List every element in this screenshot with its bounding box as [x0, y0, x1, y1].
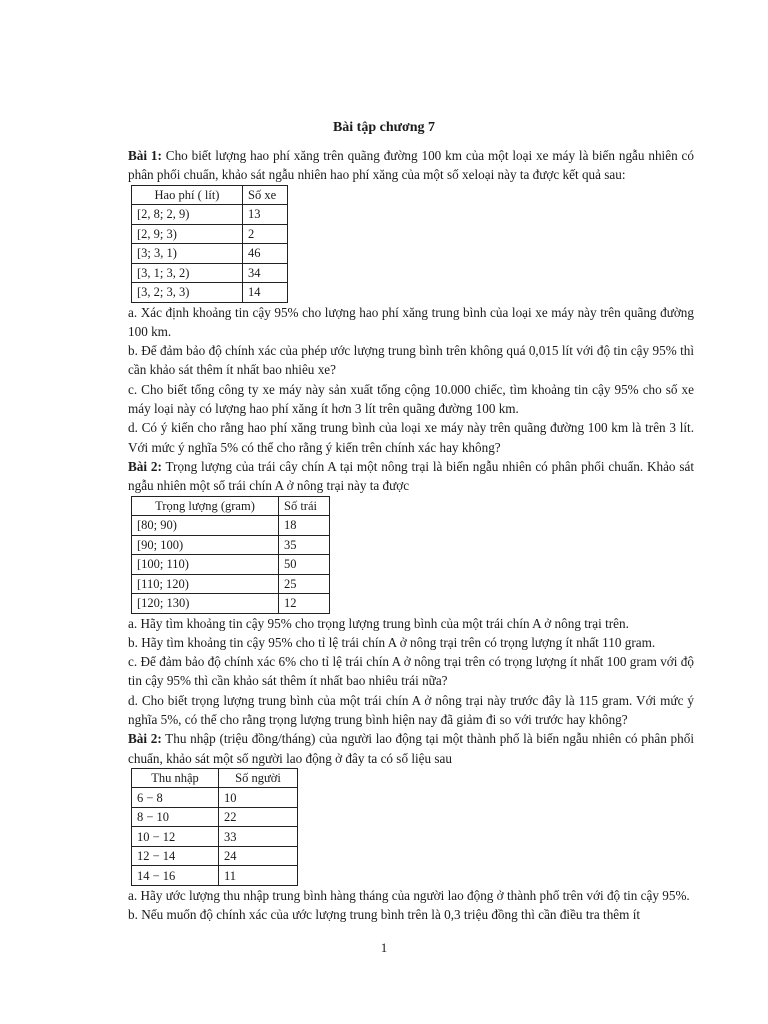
ex3-question-b: b. Nếu muốn độ chính xác của ước lượng trung bình trên là 0,3 triệu đồng thì cần điều tra thêm ít [128, 907, 641, 923]
table-cell: [120; 130) [132, 594, 279, 614]
table-header: Số trái [279, 496, 330, 516]
table-cell: [3, 2; 3, 3) [132, 283, 243, 303]
table-cell: 22 [219, 807, 298, 827]
ex1-question-a: a. Xác định khoảng tin cậy 95% cho lượng hao phí xăng trung bình của loại xe máy này trên quãng đường 100 km. [128, 304, 694, 339]
table-cell: 10 [219, 788, 298, 808]
table-header: Thu nhập [132, 768, 219, 788]
table-cell: 35 [279, 535, 330, 555]
ex1-intro [128, 146, 694, 185]
table-row [132, 788, 298, 808]
ex3-intro [128, 729, 694, 768]
document-body [128, 146, 694, 925]
table-header: Trọng lượng (gram) [132, 496, 279, 516]
ex1-question-b: b. Để đảm bảo độ chính xác của phép ước lượng trung bình trên không quá 0,015 lít với độ tin cậy 95% thì cần khảo sát thêm ít nhất bao nhiêu xe? [128, 343, 694, 378]
table-cell: 8 − 10 [132, 807, 219, 827]
table-cell: [90; 100) [132, 535, 279, 555]
table-row [132, 516, 330, 536]
table-row [132, 283, 288, 303]
table-header: Số người [219, 768, 298, 788]
table-row [132, 535, 330, 555]
ex1-label: Bài 1: [128, 148, 162, 163]
ex2-question-b: b. Hãy tìm khoảng tin cậy 95% cho tỉ lệ trái chín A ở nông trại trên có trọng lượng ít nhất 110 gram. [128, 634, 656, 650]
ex2-question-d: d. Cho biết trọng lượng trung bình của một trái chín A ở nông trại này trước đây là 115 gram. Với mức ý nghĩa 5%, có thể cho rằng trọng lượng trung bình hiện nay đã giảm đi so với trước hay không? [128, 692, 694, 728]
page-title: Bài tập chương 7 [332, 120, 436, 135]
table-row [132, 827, 298, 847]
ex3-table [131, 768, 298, 886]
table-header: Số xe [243, 185, 288, 205]
table-cell: 13 [243, 205, 288, 225]
table-cell: [2, 9; 3) [132, 224, 243, 244]
ex2-intro [128, 457, 694, 496]
table-cell: 11 [219, 866, 298, 886]
ex1-question-c: c. Cho biết tổng công ty xe máy này sản xuất tổng cộng 10.000 chiếc, tìm khoảng tin cậy 95% cho số xe máy loại này có lượng hao phí xăng ít hơn 3 lít trên quãng đường 100 km. [128, 381, 694, 417]
ex2-table [131, 496, 330, 614]
table-cell: 46 [243, 244, 288, 264]
table-cell: 12 [279, 594, 330, 614]
table-row [132, 594, 330, 614]
table-cell: 34 [243, 263, 288, 283]
ex2-question-c: c. Để đảm bảo độ chính xác 6% cho tỉ lệ trái chín A ở nông trại trên có trọng lượng ít nhất 100 gram với độ tin cậy 95% thì cần khảo sát thêm ít nhất bao nhiêu trái nữa? [128, 654, 694, 689]
table-cell: 14 [243, 283, 288, 303]
table-cell: [2, 8; 2, 9) [132, 205, 243, 225]
table-cell: 24 [219, 846, 298, 866]
table-row [132, 244, 288, 264]
ex1-intro-text: Cho biết lượng hao phí xăng trên quãng đường 100 km của một loại xe máy là biến ngẫu nhiên có phân phối chuẩn, khảo sát ngẫu nhiên hao phí xăng của một số xeloại này ta được kết quả sau: [128, 148, 694, 183]
ex2-question-a: a. Hãy tìm khoảng tin cậy 95% cho trọng lượng trung bình của một trái chín A ở nông trại trên. [128, 615, 629, 631]
table-cell: 50 [279, 555, 330, 575]
ex1-question-d: d. Có ý kiến cho rằng hao phí xăng trung bình của loại xe máy này trên quãng đường 100 km là trên 3 lít. Với mức ý nghĩa 5% có thể cho rằng ý kiến trên chính xác hay không? [128, 420, 694, 455]
table-cell: 12 − 14 [132, 846, 219, 866]
ex3-question-a: a. Hãy ước lượng thu nhập trung bình hàng tháng của người lao động ở thành phố trên với độ tin cậy 95%. [128, 887, 690, 903]
table-cell: [100; 110) [132, 555, 279, 575]
table-cell: 2 [243, 224, 288, 244]
table-cell: 33 [219, 827, 298, 847]
table-row [132, 574, 330, 594]
ex1-table [131, 185, 288, 303]
table-cell: [3, 1; 3, 2) [132, 263, 243, 283]
page-number: 1 [380, 940, 388, 955]
table-header: Hao phí ( lít) [132, 185, 243, 205]
table-cell: 14 − 16 [132, 866, 219, 886]
ex3-intro-text: Thu nhập (triệu đồng/tháng) của người lao động tại một thành phố là biến ngẫu nhiên có phân phối chuẩn, khảo sát một số người lao động ở đây ta có số liệu sau [128, 731, 694, 766]
table-cell: [3; 3, 1) [132, 244, 243, 264]
ex3-label: Bài 2: [128, 731, 162, 747]
table-cell: 6 − 8 [132, 788, 219, 808]
table-row [132, 224, 288, 244]
ex2-label: Bài 2: [128, 458, 162, 474]
table-row [132, 263, 288, 283]
table-cell: 18 [279, 516, 330, 536]
table-cell: 10 − 12 [132, 827, 219, 847]
table-row [132, 205, 288, 225]
table-cell: [80; 90) [132, 516, 279, 536]
table-cell: [110; 120) [132, 574, 279, 594]
ex2-intro-text: Trọng lượng của trái cây chín A tại một nông trại là biến ngẫu nhiên có phân phối chuẩn. Khảo sát ngẫu nhiên một số trái chín A ở nông trại này ta được [128, 458, 694, 494]
table-row [132, 846, 298, 866]
table-header-row [132, 768, 298, 788]
table-row [132, 866, 298, 886]
table-header-row [132, 185, 288, 205]
table-row [132, 807, 298, 827]
table-header-row [132, 496, 330, 516]
table-cell: 25 [279, 574, 330, 594]
table-row [132, 555, 330, 575]
